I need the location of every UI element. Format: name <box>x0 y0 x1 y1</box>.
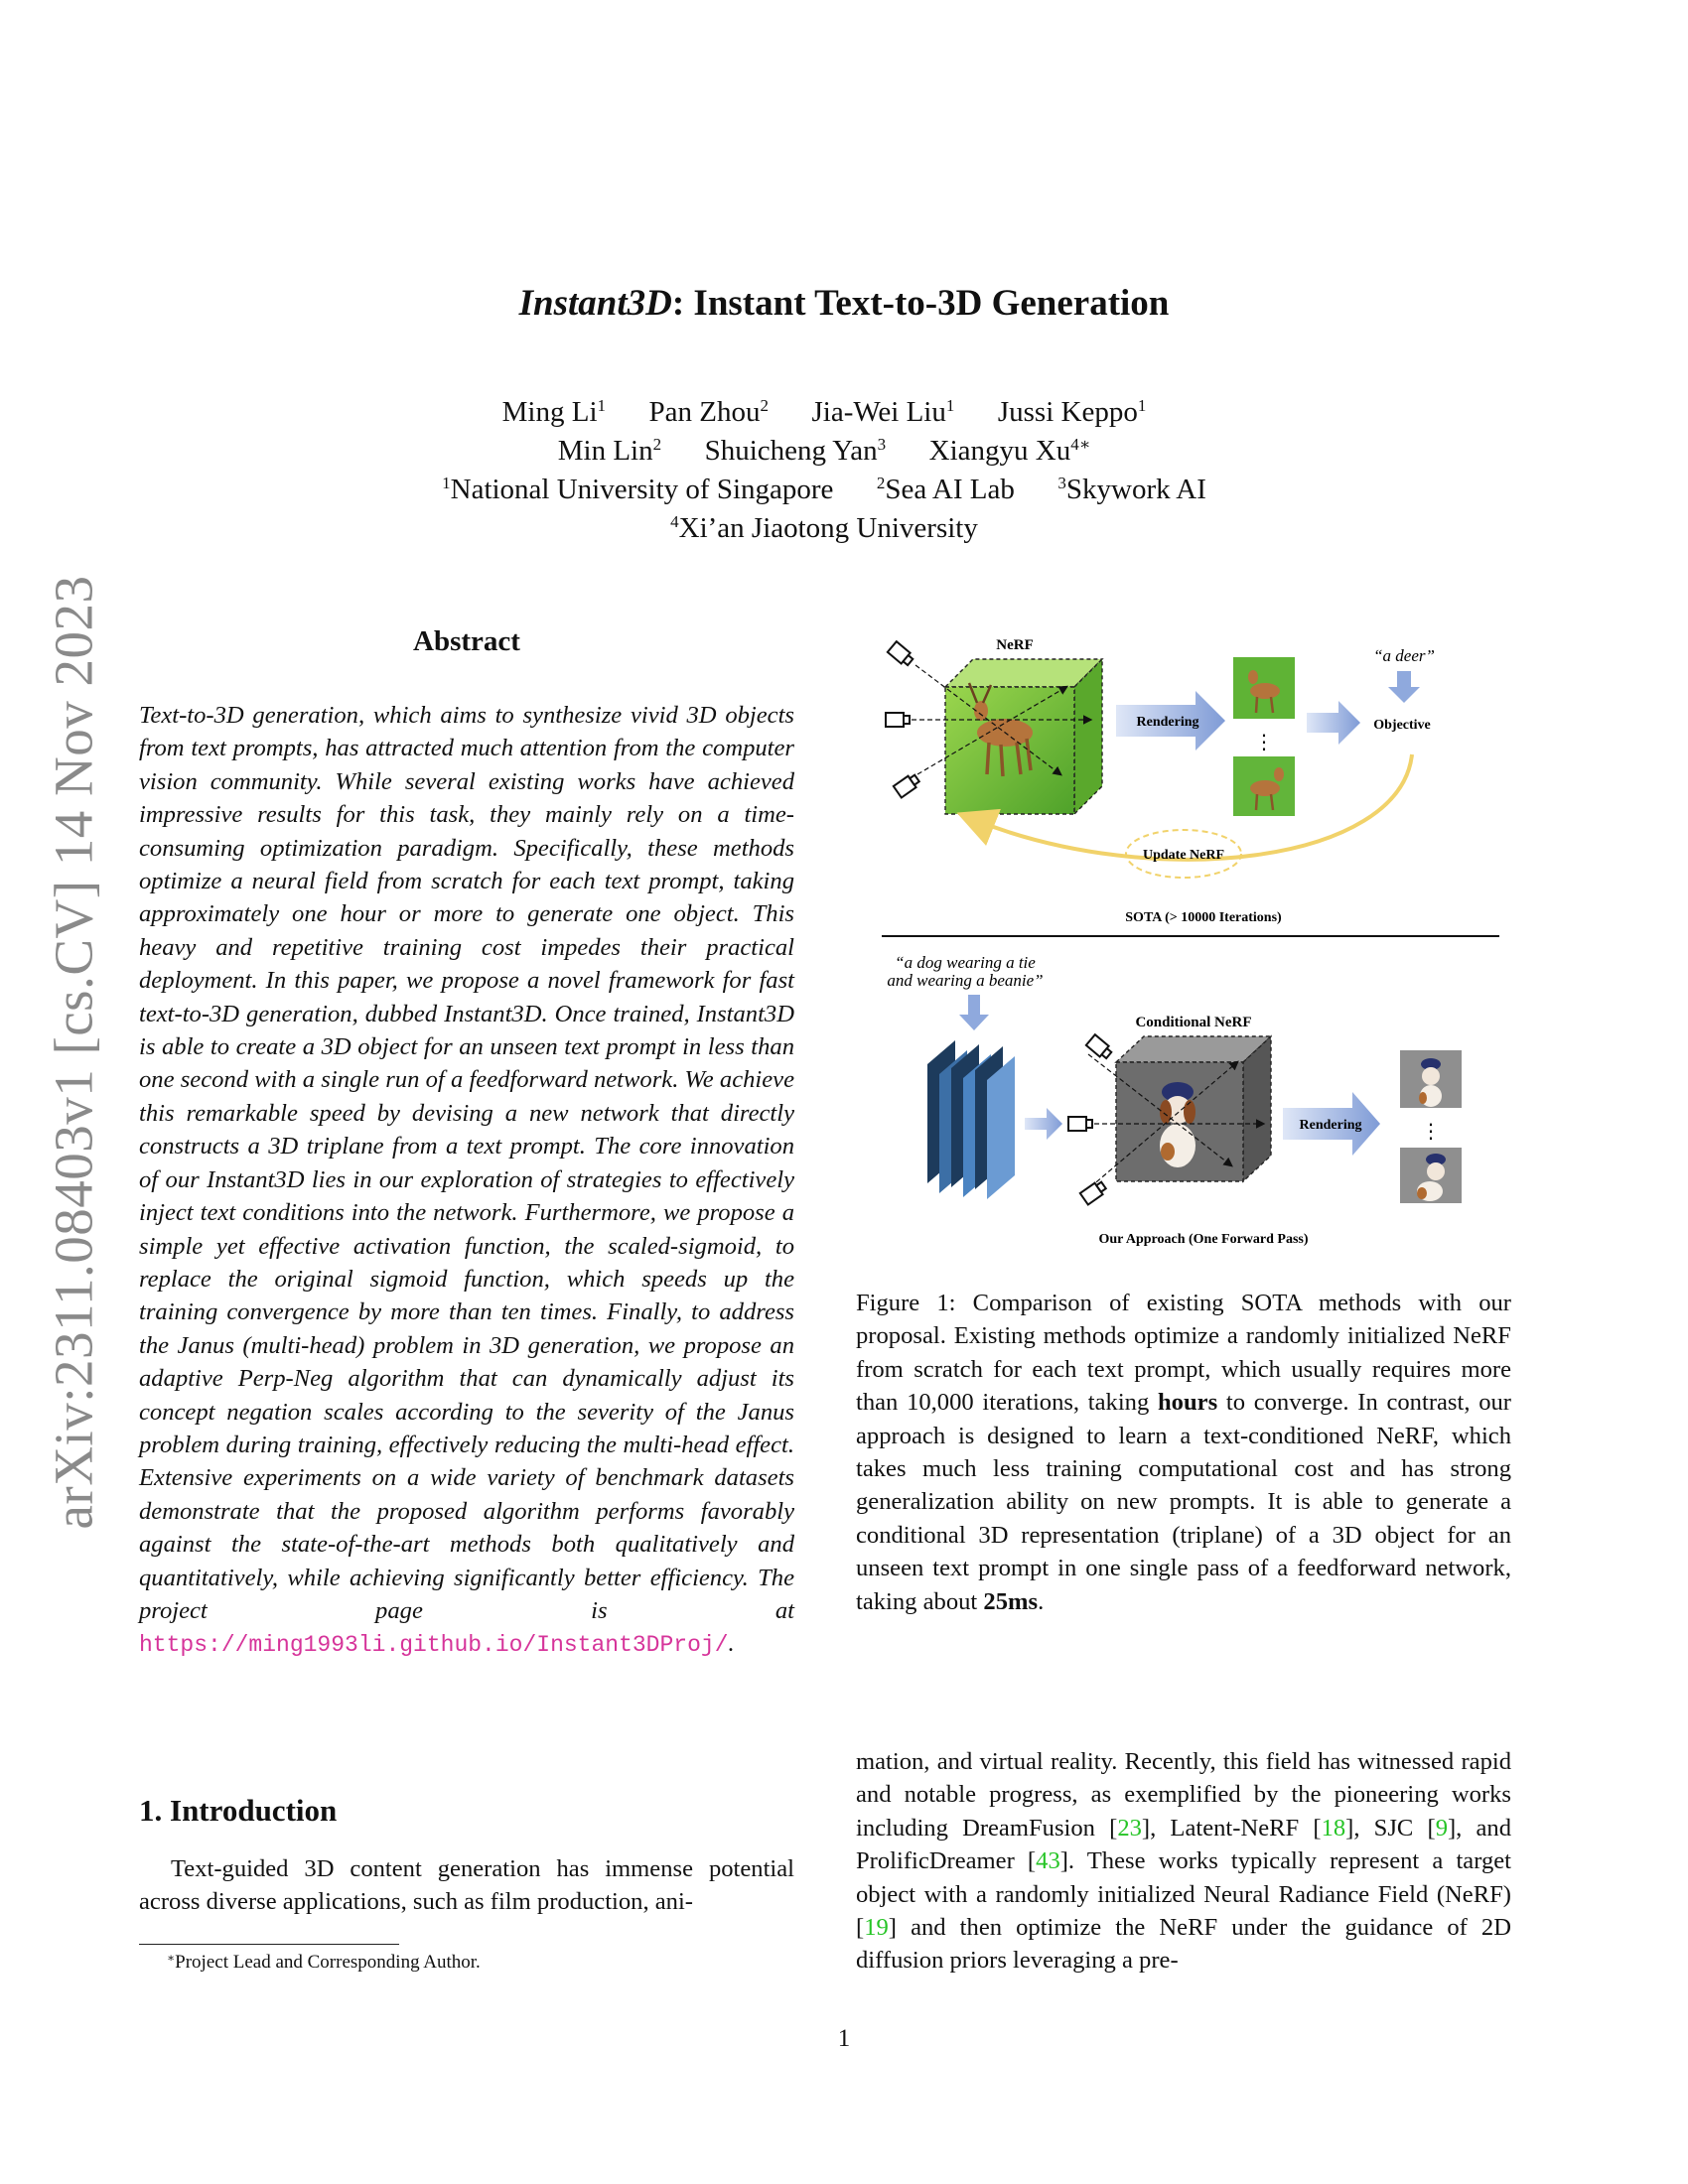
footnote-text: Project Lead and Corresponding Author. <box>175 1952 481 1973</box>
ellipsis-dots: ⋮ <box>1421 1119 1441 1143</box>
author-name: Min Lin <box>557 435 653 467</box>
nerf-cube <box>912 659 1102 814</box>
body-text: ]. These works typically represent a target object with a randomly initialized Neural Radiance Field (NeRF) [ <box>856 1847 1511 1942</box>
body-text: ] and then optimize the NeRF under the guidance of 2D diffusion priors leveraging a pre- <box>856 1914 1511 1975</box>
rendered-image <box>1233 756 1295 816</box>
author-sup: 4∗ <box>1070 435 1091 454</box>
authors-row-1 <box>0 393 1648 432</box>
conditional-nerf-cube <box>1086 1036 1271 1187</box>
author-sup: 1 <box>597 396 607 415</box>
footnote <box>167 1952 481 1974</box>
introduction-heading: 1. Introduction <box>139 1793 338 1828</box>
prompt-down-arrow <box>959 995 989 1030</box>
affiliations-row-1 <box>0 471 1648 509</box>
prompt-down-arrow <box>1388 671 1420 703</box>
caption-text-3: . <box>1038 1587 1045 1615</box>
rendered-image <box>1400 1050 1462 1108</box>
stack-arrow <box>1025 1108 1062 1140</box>
author-sup: 3 <box>877 435 887 454</box>
conditional-nerf-label: Conditional NeRF <box>1135 1015 1252 1030</box>
affiliation: Xi’an Jiaotong University <box>678 512 978 544</box>
camera-icon <box>1086 1034 1113 1060</box>
ellipsis-dots: ⋮ <box>1254 730 1274 753</box>
figure-caption <box>856 1287 1511 1618</box>
rendered-image <box>1400 1148 1462 1203</box>
camera-icon <box>894 772 921 797</box>
affil-sup: 2 <box>876 474 886 492</box>
abstract-body <box>139 699 794 1663</box>
abstract-heading: Abstract <box>413 625 520 657</box>
page-number: 1 <box>837 2025 851 2052</box>
camera-icon <box>1068 1117 1092 1131</box>
author-name: Shuicheng Yan <box>704 435 878 467</box>
footnote-rule <box>139 1944 399 1945</box>
camera-icon <box>1080 1179 1108 1204</box>
title-italic: Instant3D <box>518 283 672 324</box>
rendered-image <box>1233 657 1295 719</box>
author-sup: 2 <box>760 396 769 415</box>
caption-text-1: Figure 1: Comparison of existing SOTA methods with our proposal. Existing methods optimize a randomly initialized NeRF from scratch for each text prompt, which usually requires more than 10,000 iterations, taking <box>856 1290 1511 1417</box>
caption-text-2: to converge. In contrast, our approach is designed to learn a text-conditioned NeRF, which takes much less training computational cost and has strong generalization ability on new prompts. It is able to generate a conditional 3D representation (triplane) of a 3D object for an unseen text prompt in one single pass of a feedforward network, taking about <box>856 1389 1511 1615</box>
author-name: Ming Li <box>501 396 598 428</box>
affil-sup: 4 <box>670 512 679 531</box>
objective-label: Objective <box>1373 718 1431 733</box>
citation-link[interactable]: 9 <box>1435 1814 1448 1842</box>
author-name: Jussi Keppo <box>997 396 1138 428</box>
arxiv-stamp: arXiv:2311.08403v1 [cs.CV] 14 Nov 2023 <box>43 575 104 1530</box>
dog-prompt-line-1: “a dog wearing a tie <box>895 953 1036 972</box>
update-nerf-label: Update NeRF <box>1142 848 1225 863</box>
objective-arrow <box>1307 701 1360 745</box>
citation-link[interactable]: 19 <box>864 1914 889 1942</box>
rendering-label: Rendering <box>1136 715 1199 730</box>
affiliation: Sea AI Lab <box>885 474 1015 505</box>
footnote-mark: ∗ <box>167 1951 176 1965</box>
citation-link[interactable]: 43 <box>1036 1847 1060 1875</box>
affiliation: National University of Singapore <box>450 474 834 505</box>
body-text: ], and ProlificDreamer [ <box>856 1814 1512 1875</box>
paper-title <box>0 282 1688 325</box>
project-page-link[interactable]: https://ming1993li.github.io/Instant3DProj/ <box>139 1632 729 1659</box>
affiliation: Skywork AI <box>1065 474 1206 505</box>
author-name: Pan Zhou <box>648 396 761 428</box>
author-sup: 1 <box>945 396 955 415</box>
body-text: ], Latent-NeRF [ <box>1141 1814 1322 1842</box>
citation-link[interactable]: 18 <box>1321 1814 1346 1842</box>
introduction-text: Text-guided 3D content generation has immense potential across diverse applications, such as film production, ani- <box>139 1855 794 1916</box>
nerf-label: NeRF <box>996 637 1034 653</box>
right-body-text <box>856 1745 1511 1978</box>
author-sup: 1 <box>1137 396 1147 415</box>
author-name: Xiangyu Xu <box>928 435 1071 467</box>
affil-sup: 1 <box>442 474 451 492</box>
camera-icon <box>886 713 910 727</box>
body-text: mation, and virtual reality. Recently, this field has witnessed rapid and notable progress, as exemplified by the pioneering works including DreamFusion [ <box>856 1748 1511 1842</box>
abstract-text: Text-to-3D generation, which aims to synthesize vivid 3D objects from text prompts, has attracted much attention from the computer vision community. While several existing works have achieved impressive results for this task, they mainly rely on a time-consuming optimization paradigm. Specifically, these methods optimize a neural field from scratch for each text prompt, taking approximately one hour or more to generate one object. This heavy and repetitive training cost impedes their practical deployment. In this paper, we propose a novel framework for fast text-to-3D generation, dubbed Instant3D. Once trained, Instant3D is able to create a 3D object for an unseen text prompt in less than one second with a single run of a feedforward network. We achieve this remarkable speed by devising a new network that directly constructs a 3D triplane from a text prompt. The core innovation of our Instant3D lies in our exploration of strategies to effectively inject text conditions into the network. Furthermore, we propose a simple yet effective activation function, the scaled-sigmoid, to replace the original sigmoid function, which speeds up the training convergence by more than ten times. Finally, to address the Janus (multi-head) problem in 3D generation, we propose an adaptive Perp-Neg algorithm that can dynamically adjust its concept negation scales according to the severity of the Janus problem during training, effectively reducing the multi-head effect. Extensive experiments on a wide variety of benchmark datasets demonstrate that the proposed algorithm performs favorably against the state-of-the-art methods both qualitatively and quantitatively, while achieving significantly better efficiency. The project page is at <box>139 702 794 1624</box>
network-stack-icon <box>927 1040 1015 1199</box>
affiliations-row-2 <box>0 509 1648 548</box>
figure-1 <box>856 625 1511 1261</box>
citation-link[interactable]: 23 <box>1117 1814 1142 1842</box>
affil-sup: 3 <box>1057 474 1066 492</box>
author-name: Jia-Wei Liu <box>811 396 946 428</box>
rendering-label: Rendering <box>1299 1118 1362 1133</box>
author-sup: 2 <box>652 435 662 454</box>
title-rest: : Instant Text-to-3D Generation <box>671 283 1170 324</box>
authors-row-2 <box>0 432 1648 471</box>
deer-prompt: “a deer” <box>1373 646 1435 665</box>
dog-prompt-line-2: and wearing a beanie” <box>887 971 1044 990</box>
body-text: ], SJC [ <box>1345 1814 1436 1842</box>
sota-label: SOTA (> 10000 Iterations) <box>1125 910 1282 925</box>
caption-bold-hours: hours <box>1158 1389 1218 1417</box>
caption-bold-25ms: 25ms <box>983 1587 1039 1615</box>
abstract-end: . <box>728 1630 735 1658</box>
our-approach-label: Our Approach (One Forward Pass) <box>1098 1232 1309 1247</box>
camera-icon <box>888 641 914 667</box>
